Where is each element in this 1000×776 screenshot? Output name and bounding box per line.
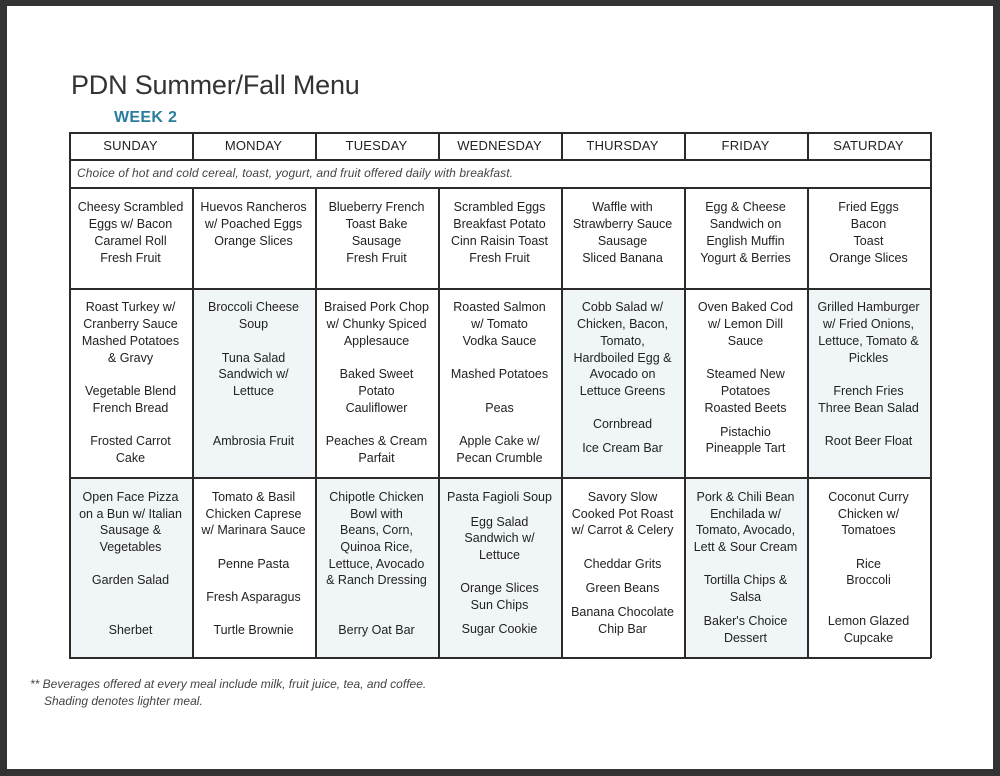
grid-line-vertical	[315, 187, 317, 658]
menu-item-line: Tomato, Avocado,	[695, 523, 796, 537]
menu-item-line: Sausage	[597, 234, 648, 248]
menu-item-line: Chip Bar	[598, 622, 647, 636]
menu-item-line: Fresh Fruit	[100, 251, 161, 265]
menu-item-line: Sandwich w/	[464, 531, 535, 545]
menu-item-line: English Muffin	[706, 234, 785, 248]
menu-item-line: Soup	[238, 317, 269, 331]
grid-line-vertical	[561, 187, 563, 658]
lunch-cell-friday	[684, 288, 807, 477]
menu-item-line: Orange Slices	[214, 234, 293, 248]
dinner-cell-thursday	[561, 477, 684, 657]
menu-item-line: Vegetable Blend	[84, 384, 177, 398]
menu-item-line: Open Face Pizza	[82, 490, 179, 504]
menu-item-line: Eggs w/ Bacon	[88, 217, 173, 231]
menu-item-line: Potatoes	[720, 384, 771, 398]
menu-item-line: Dessert	[723, 631, 768, 645]
menu-item-line: Caramel Roll	[94, 234, 167, 248]
menu-item-line: Broccoli Cheese	[207, 300, 299, 314]
menu-item-line: Cinn Raisin Toast	[450, 234, 549, 248]
menu-item-line: Fresh Fruit	[469, 251, 530, 265]
menu-item-line: Vodka Sauce	[462, 334, 537, 348]
grid-line-horizontal	[69, 288, 931, 290]
menu-item-line: Bowl with	[350, 507, 403, 521]
menu-item-line: Cake	[115, 451, 146, 465]
menu-item-line: Egg Salad	[470, 515, 529, 529]
menu-item-line: Peaches & Cream	[325, 434, 428, 448]
menu-item-line: Pickles	[848, 351, 889, 365]
day-header-saturday: SATURDAY	[833, 138, 904, 153]
menu-item-line: Huevos Rancheros	[200, 200, 307, 214]
menu-item-line: Pecan Crumble	[456, 451, 543, 465]
menu-item-line: Chicken, Bacon,	[576, 317, 669, 331]
menu-item-line: Grilled Hamburger	[817, 300, 920, 314]
menu-item-line: Applesauce	[343, 334, 410, 348]
menu-item-line: Cupcake	[843, 631, 894, 645]
day-header-tuesday: TUESDAY	[345, 138, 408, 153]
menu-item-line: Tomato & Basil	[211, 490, 296, 504]
menu-item-line: Sherbet	[108, 623, 153, 637]
menu-item-line: Baker's Choice	[703, 614, 788, 628]
menu-item-line: Lettuce Greens	[579, 384, 666, 398]
grid-line-vertical	[315, 132, 317, 159]
menu-item-line: Chipotle Chicken	[329, 490, 424, 504]
menu-item-line: Orange Slices	[829, 251, 908, 265]
breakfast-cell-thursday	[561, 187, 684, 288]
grid-line-vertical	[69, 132, 71, 658]
grid-line-horizontal	[69, 132, 931, 134]
menu-item-line: Sausage &	[99, 523, 162, 537]
menu-item-line: Tortilla Chips &	[703, 573, 788, 587]
menu-item-line: w/ Chunky Spiced	[326, 317, 427, 331]
menu-page	[7, 6, 993, 769]
menu-item-line: Roasted Salmon	[453, 300, 546, 314]
menu-item-line: Avocado on	[589, 367, 656, 381]
day-header-friday: FRIDAY	[721, 138, 770, 153]
menu-item-line: Sausage	[351, 234, 402, 248]
grid-line-horizontal	[69, 187, 931, 189]
menu-item-line: Orange Slices	[460, 581, 539, 595]
lunch-cell-sunday	[69, 288, 192, 477]
menu-item-line: Enchilada w/	[710, 507, 781, 521]
menu-item-line: Turtle Brownie	[213, 623, 294, 637]
dinner-cell-tuesday	[315, 477, 438, 657]
dinner-cell-sunday	[69, 477, 192, 657]
menu-item-line: Pasta Fagioli Soup	[447, 490, 552, 504]
breakfast-cell-tuesday	[315, 187, 438, 288]
day-header-wednesday: WEDNESDAY	[457, 138, 542, 153]
menu-item-line: w/ Marinara Sauce	[201, 523, 306, 537]
dinner-cell-monday	[192, 477, 315, 657]
lunch-cell-wednesday	[438, 288, 561, 477]
menu-item-line: Tomatoes	[841, 523, 896, 537]
breakfast-cell-friday	[684, 187, 807, 288]
menu-item-line: Chicken w/	[837, 507, 900, 521]
menu-item-line: Three Bean Salad	[818, 401, 919, 415]
grid-line-horizontal	[69, 657, 931, 659]
menu-item-line: w/ Lemon Dill	[707, 317, 784, 331]
menu-item-line: Sliced Banana	[582, 251, 663, 265]
menu-item-line: Steamed New	[706, 367, 785, 381]
grid-line-horizontal	[69, 477, 931, 479]
day-header-monday: MONDAY	[224, 138, 283, 153]
menu-item-line: Toast Bake	[345, 217, 408, 231]
grid-line-vertical	[807, 187, 809, 658]
menu-item-line: Tomato,	[600, 334, 645, 348]
menu-item-line: Scrambled Eggs	[453, 200, 546, 214]
menu-item-line: Fresh Fruit	[346, 251, 407, 265]
menu-item-line: Quinoa Rice,	[340, 540, 413, 554]
lunch-cell-monday	[192, 288, 315, 477]
menu-item-line: Potato	[358, 384, 395, 398]
menu-item-line: Rice	[855, 557, 881, 571]
menu-item-line: Banana Chocolate	[571, 605, 674, 619]
menu-item-line: Berry Oat Bar	[338, 623, 415, 637]
menu-item-line: Lettuce	[232, 384, 274, 398]
grid-line-vertical	[684, 187, 686, 658]
footnote-beverages: ** Beverages offered at every meal include milk, fruit juice, tea, and coffee.	[30, 677, 427, 691]
grid-line-vertical	[192, 132, 194, 159]
menu-item-line: Fresh Asparagus	[206, 590, 301, 604]
menu-item-line: Apple Cake w/	[459, 434, 540, 448]
lunch-cell-tuesday	[315, 288, 438, 477]
menu-item-line: Coconut Curry	[828, 490, 909, 504]
breakfast-note: Choice of hot and cold cereal, toast, yogurt, and fruit offered daily with breakfast.	[77, 166, 514, 180]
dinner-cell-wednesday	[438, 477, 561, 657]
breakfast-cell-monday	[192, 187, 315, 288]
menu-item-line: Lemon Glazed	[827, 614, 910, 628]
menu-item-line: Vegetables	[99, 540, 162, 554]
page-title: PDN Summer/Fall Menu	[71, 70, 360, 100]
day-header-thursday: THURSDAY	[586, 138, 659, 153]
menu-item-line: Penne Pasta	[217, 557, 290, 571]
menu-item-line: Cheesy Scrambled	[77, 200, 184, 214]
week-label: WEEK 2	[114, 109, 178, 126]
menu-item-line: Cauliflower	[345, 401, 408, 415]
breakfast-cell-sunday	[69, 187, 192, 288]
grid-line-vertical	[438, 187, 440, 658]
grid-line-vertical	[561, 132, 563, 159]
menu-item-line: Oven Baked Cod	[697, 300, 794, 314]
menu-item-line: Lettuce, Tomato &	[818, 334, 919, 348]
menu-item-line: Strawberry Sauce	[572, 217, 673, 231]
grid-line-vertical	[807, 132, 809, 159]
menu-item-line: Beans, Corn,	[340, 523, 413, 537]
menu-item-line: Sandwich on	[709, 217, 782, 231]
menu-item-line: w/ Tomato	[471, 317, 528, 331]
grid-line-horizontal	[69, 159, 931, 161]
lunch-cell-saturday	[807, 288, 930, 477]
menu-item-line: Sauce	[727, 334, 764, 348]
menu-item-line: Toast	[853, 234, 884, 248]
menu-item-line: Braised Pork Chop	[324, 300, 429, 314]
menu-item-line: Garden Salad	[91, 573, 170, 587]
menu-item-line: Cooked Pot Roast	[571, 507, 674, 521]
menu-item-line: & Gravy	[107, 351, 154, 365]
menu-item-line: Fried Eggs	[838, 200, 899, 214]
menu-item-line: w/ Carrot & Celery	[571, 523, 674, 537]
menu-item-line: Hardboiled Egg &	[573, 351, 672, 365]
menu-item-line: Lettuce, Avocado	[328, 557, 425, 571]
lunch-cell-thursday	[561, 288, 684, 477]
menu-item-line: Yogurt & Berries	[700, 251, 791, 265]
menu-item-line: & Ranch Dressing	[326, 573, 427, 587]
grid-line-vertical	[930, 132, 932, 658]
footnote	[30, 676, 426, 710]
menu-item-line: Cobb Salad w/	[581, 300, 664, 314]
menu-item-line: Roasted Beets	[704, 401, 787, 415]
menu-item-line: Pineapple Tart	[705, 441, 786, 455]
day-header-sunday: SUNDAY	[103, 138, 158, 153]
menu-item-line: Blueberry French	[328, 200, 425, 214]
menu-item-line: Broccoli	[846, 573, 891, 587]
menu-item-line: Egg & Cheese	[705, 200, 786, 214]
menu-item-line: Sun Chips	[470, 598, 529, 612]
menu-item-line: Peas	[485, 401, 514, 415]
dinner-cell-saturday	[807, 477, 930, 657]
menu-item-line: on a Bun w/ Italian	[79, 507, 182, 521]
menu-item-line: Frosted Carrot	[90, 434, 171, 448]
menu-item-line: Mashed Potatoes	[450, 367, 549, 381]
menu-item-line: Lett & Sour Cream	[693, 540, 798, 554]
menu-table	[69, 132, 930, 657]
menu-item-line: Sugar Cookie	[461, 622, 538, 636]
menu-item-line: w/ Poached Eggs	[204, 217, 303, 231]
menu-item-line: French Bread	[92, 401, 169, 415]
menu-item-line: Baked Sweet	[339, 367, 414, 381]
menu-item-line: Savory Slow	[587, 490, 658, 504]
menu-item-line: Root Beer Float	[824, 434, 913, 448]
menu-item-line: w/ Fried Onions,	[822, 317, 914, 331]
menu-item-line: Pork & Chili Bean	[696, 490, 795, 504]
menu-item-line: Cornbread	[592, 417, 653, 431]
menu-item-line: Sandwich w/	[218, 367, 289, 381]
menu-item-line: Mashed Potatoes	[81, 334, 180, 348]
menu-item-line: Ambrosia Fruit	[212, 434, 295, 448]
menu-item-line: Green Beans	[585, 581, 660, 595]
dinner-cell-friday	[684, 477, 807, 657]
menu-item-line: Ice Cream Bar	[582, 441, 663, 455]
menu-item-line: Waffle with	[592, 200, 653, 214]
menu-item-line: Parfait	[358, 451, 395, 465]
menu-item-line: Breakfast Potato	[453, 217, 546, 231]
footnote-shading: Shading denotes lighter meal.	[44, 694, 203, 708]
menu-item-line: Salsa	[729, 590, 762, 604]
menu-item-line: Tuna Salad	[221, 351, 286, 365]
breakfast-cell-wednesday	[438, 187, 561, 288]
menu-item-line: Chicken Caprese	[205, 507, 302, 521]
menu-item-line: Lettuce	[478, 548, 520, 562]
menu-item-line: Roast Turkey w/	[85, 300, 176, 314]
menu-item-line: French Fries	[833, 384, 904, 398]
menu-item-line: Cheddar Grits	[583, 557, 662, 571]
grid-line-vertical	[684, 132, 686, 159]
grid-line-vertical	[438, 132, 440, 159]
menu-item-line: Pistachio	[720, 425, 771, 439]
menu-item-line: Cranberry Sauce	[83, 317, 178, 331]
menu-item-line: Bacon	[850, 217, 887, 231]
grid-line-vertical	[192, 187, 194, 658]
breakfast-cell-saturday	[807, 187, 930, 288]
